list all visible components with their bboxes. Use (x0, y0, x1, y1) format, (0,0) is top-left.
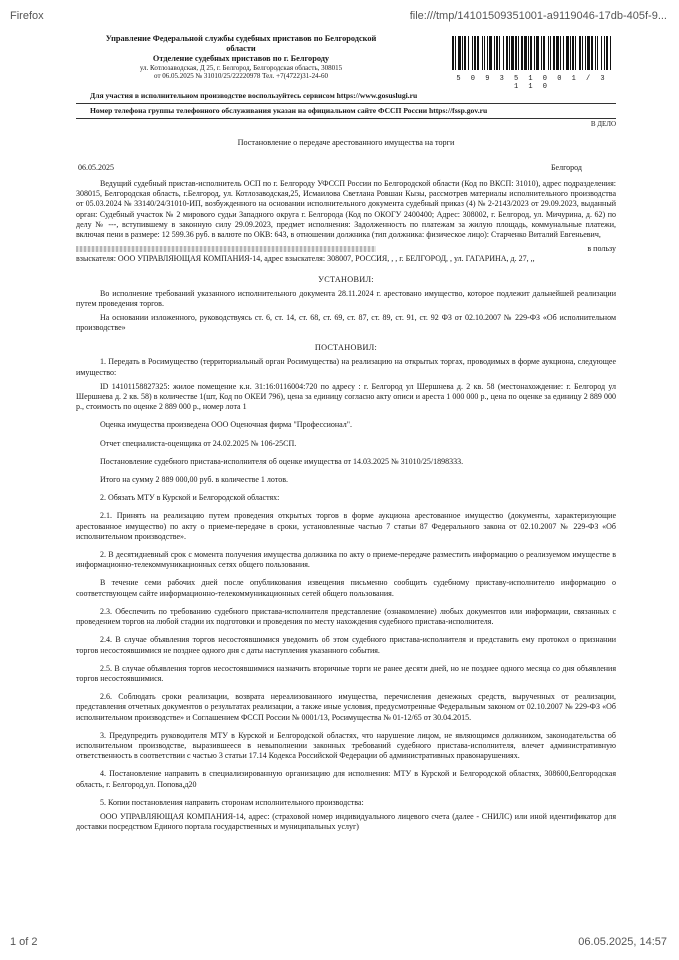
item-2-2: 2. В десятидневный срок с момента получения имущества должника по акту о приеме-передаче разместить информацию о реализуемом имуществе в информационно-телекоммуникационных сетях общего пользования. (76, 550, 616, 570)
barcode-bar (591, 36, 593, 70)
report-line: Отчет специалиста-оценщика от 24.02.2025 № 106-25СП. (100, 438, 297, 448)
total-line: Итого на сумму 2 889 000,00 руб. в количестве 1 лотов. (100, 475, 288, 485)
print-footer (10, 936, 667, 952)
item-2: 2. Обязать МТУ в Курской и Белгородской областях: (100, 493, 280, 503)
item-3: 3. Предупредить руководителя МТУ в Курской и Белгородской областях, что нарушение лицом, не являющимся должником, законодательства об исполнительном производстве, выразившееся в невыполнении законных требований судебного пристава-исполнителя, влечет административную ответственность в соответствии с частью 3 статьи 17.14 Кодекса Российской Федерации об административных правонарушениях. (76, 730, 616, 761)
barcode-bar (595, 36, 596, 70)
item-2-1: 2.1. Принять на реализацию путем проведения открытых торгов в форме аукциона арестованное имущество (документы, характеризующие арестованное имущество) по акту о приеме-передаче в сроки, установленные частью 7 статьи 87 Федерального закона от 02.10.2007 № 229-ФЗ «Об исполнительном производстве». (76, 511, 616, 541)
legal-basis-paragraph: На основании изложенного, руководствуясь ст. 6, ст. 14, ст. 68, ст. 69, ст. 87, ст. 89, ст. 91, ст. 92 ФЗ от 02.10.2007 № 229-ФЗ «Об исполнительном производстве» (76, 313, 616, 333)
claimant-paragraph: взыскателя: ООО УПРАВЛЯЮЩАЯ КОМПАНИЯ-14, адрес взыскателя: 308007, РОССИЯ, , , г. БЕЛГОРОД, , ул. ГАГАРИНА, д. 27, ,, (76, 254, 535, 264)
redaction-mark (76, 246, 376, 252)
barcode-bar (528, 36, 529, 70)
established-paragraph: Во исполнение требований указанного исполнительного документа 28.11.2024 г. арестовано имущество, которое подлежит дальнейшей реализации путем проведения торгов. (76, 288, 616, 308)
item-2-4: 2.4. В случае объявления торгов несостоявшимися уведомить об этом судебного пристава-исполнителя и представить ему протокол о признании торгов несостоявшимися не позднее одного дня с даты наступления указанного события. (76, 635, 616, 655)
browser-name: Firefox (10, 10, 44, 22)
agency-details (76, 34, 406, 80)
barcode-bar (474, 36, 476, 70)
barcode-bar (582, 36, 583, 70)
document-city: Белгород (550, 163, 582, 172)
barcode-bar (534, 36, 535, 70)
item-4: 4. Постановление направить в специализированную организацию для исполнения: МТУ в Курской и Белгородской областях, 308600,Белгородская область, г. Белгород,ул. Попова,д20 (76, 769, 616, 789)
barcode-bar (556, 36, 559, 70)
barcode-bar (563, 36, 564, 70)
established-heading: УСТАНОВИЛ: (318, 274, 374, 284)
decree-heading: ПОСТАНОВИЛ: (314, 343, 378, 353)
barcode-bar (570, 36, 571, 70)
barcode-bar (489, 36, 492, 70)
department-name: Отделение судебных приставов по г. Белгороду (152, 54, 330, 63)
valuation-line: Оценка имущества произведена ООО Оценочная фирма "Профессионал". (100, 420, 353, 430)
barcode-bar (468, 36, 469, 70)
barcode-bar (455, 36, 456, 70)
barcode-bar (587, 36, 590, 70)
barcode-bar (550, 36, 551, 70)
barcode-bar (597, 36, 598, 70)
barcode-bar (494, 36, 495, 70)
barcode-bar (566, 36, 569, 70)
party-paragraph: ООО УПРАВЛЯЮЩАЯ КОМПАНИЯ-14, адрес: (страховой номер индивидуального лицевого счета (далее - СНИЛС) или иной идентификатор для доставки посредством Единого портала государственных и муниципальных услуг) (76, 811, 616, 832)
item-2-6: 2.6. Соблюдать сроки реализации, возврата нереализованного имущества, перечисления денежных средств, вырученных от реализации, представления отчетных документов о результатах реализации, а также иные условия, предусмотренные Федеральным законом от 02.10.2007 № 229-ФЗ «Об исполнительном производстве» и Соглашением ФССП России № 0001/13, Росимущества № 01-12/65 от 30.04.2015. (76, 692, 616, 722)
property-description: ID 14101158827325: жилое помещение к.н. 31:16:0116004:720 по адресу : г. Белгород ул Шершнева д. 2 кв. 58 (местонахождение: г. Белгород ул Шершнева д. 2 кв. 58) в количестве 1(шт, Код по ОКЕИ 796), цена за единицу согласно акту описи и ареста 1 000 000 р., цена по оценке за единицу 2 889 000 р., стоимость по оценке 2 889 000 р., номер лота 1 (76, 381, 616, 412)
barcode-bar (518, 36, 519, 70)
barcode-bar (511, 36, 514, 70)
barcode-bar (553, 36, 555, 70)
barcode-bar (487, 36, 488, 70)
seven-days-paragraph: В течение семи рабочих дней после опубликования извещения письменно сообщить судебному приставу-исполнителю информацию о соответствующем сайте информационно-телекоммуникационных сетей общего пользования. (76, 578, 616, 598)
barcode-bar (472, 36, 473, 70)
barcode-bar (606, 36, 608, 70)
gosuslugi-notice: Для участия в исполнительном производстве воспользуйтесь сервисом https://www.gosuslugi.ru (76, 90, 616, 104)
barcode-bar (521, 36, 523, 70)
barcode-bar (601, 36, 602, 70)
barcode-bar (585, 36, 586, 70)
barcode-bar (458, 36, 461, 70)
barcode-bar (536, 36, 539, 70)
barcode-bar (452, 36, 454, 70)
agency-region: области (226, 44, 256, 53)
barcode-bar (464, 36, 466, 70)
document-date: 06.05.2025 (78, 163, 114, 172)
assessment-order-line: Постановление судебного пристава-исполнителя об оценке имущества от 14.03.2025 № 31010/25/1898333. (100, 456, 464, 466)
claimant-tail: в пользу (587, 244, 616, 254)
barcode-block (452, 36, 612, 91)
file-url: file:///tmp/14101509351001-a9119046-17db-405f-9... (409, 10, 667, 22)
letterhead (76, 34, 616, 90)
agency-reference: от 06.05.2025 № 31010/25/22220978 Тел. +7(4722)31-24-60 (154, 72, 328, 80)
barcode-bar (604, 36, 605, 70)
date-row (76, 163, 616, 175)
barcode-bar (503, 36, 504, 70)
barcode-bar (543, 36, 545, 70)
barcode-bar (515, 36, 517, 70)
barcode-bar (482, 36, 483, 70)
item-5: 5. Копии постановления направить сторонам исполнительного производства: (100, 797, 364, 807)
barcode-bar (579, 36, 581, 70)
print-header (10, 10, 667, 26)
barcode-bar (548, 36, 549, 70)
barcode-bar (541, 36, 542, 70)
barcode-bar (530, 36, 532, 70)
barcode-bar (484, 36, 485, 70)
barcode-bar (610, 36, 611, 70)
barcode-bar (509, 36, 510, 70)
case-mark: В ДЕЛО (590, 120, 616, 128)
item-1: 1. Передать в Росимущество (территориальный орган Росимущества) на реализацию на открытых торгах, проводимых в форме аукциона, следующее имущество: (76, 357, 616, 377)
barcode-bar (477, 36, 479, 70)
intro-paragraph: Ведущий судебный пристав-исполнитель ОСП по г. Белгороду УФССП России по Белгородской области (Код по ВКСП: 31010), адрес подразделения: 308015, Белгородская область, г.Белгород, ул. Котлозаводская,25, Исмаилова Светлана Ровшан Кызы, рассмотрев материалы исполнительного производства от 05.03.2024 № 33140/24/31010-ИП, возбужденного на основании исполнительного документа судебный приказ (4) № 2-2143/2023 от 29.09.2023, выданный орган: Судебный участок № 2 мирового судьи Западного округа г. Белгорода (Код по ОКОГУ 2400400; Адрес: 308002, г. Белгород, ул. Мичурина, д. 62) по делу № ---, вступившему в законную силу 29.09.2023, предмет исполнения: Задолженность по платежам за жилую площадь, коммунальные платежи, включая пени в размере: 12 599.36 руб. в валюте по ОКВ: 643, в отношении должника (тип должника: физическое лицо): Старченко Виталий Евгеньевич, (76, 179, 616, 240)
page-counter: 1 of 2 (10, 936, 38, 948)
agency-name: Управление Федеральной службы судебных приставов по Белгородской (105, 34, 377, 43)
print-datetime: 06.05.2025, 14:57 (578, 936, 667, 948)
barcode-bar (560, 36, 561, 70)
item-2-5: 2.5. В случае объявления торгов несостоявшимися назначить вторичные торги не ранее десяти дней, но не позднее одного месяца со дня объявления торгов несостоявшимися. (76, 663, 616, 683)
barcode-bar (499, 36, 500, 70)
document-title: Постановление о передаче арестованного имущества на торги (237, 138, 455, 147)
item-2-3: 2.3. Обеспечить по требованию судебного пристава-исполнителя представление (ознакомление) любых документов или информации, связанных с проведением торгов на любой стадии их подготовки и проведения по месту нахождения судебного пристава-исполнителя. (76, 606, 616, 627)
barcode-bar (575, 36, 576, 70)
barcode-bar (572, 36, 574, 70)
agency-address: ул. Котлозаводская, Д 25, г. Белгород, Белгородская область, 308015 (139, 64, 343, 72)
barcode-bar (496, 36, 498, 70)
barcode-bar (506, 36, 508, 70)
phone-notice: Номер телефона группы телефонного обслуживания указан на официальном сайте ФССП России https://fssp.gov.ru (76, 105, 616, 119)
redacted-line (76, 244, 616, 254)
barcode-bar (524, 36, 527, 70)
barcode-number: 5 0 9 3 5 1 0 0 1 / 3 1 1 0 (456, 75, 608, 91)
barcode-image (452, 36, 612, 70)
document-page (76, 34, 616, 929)
barcode-bar (462, 36, 463, 70)
